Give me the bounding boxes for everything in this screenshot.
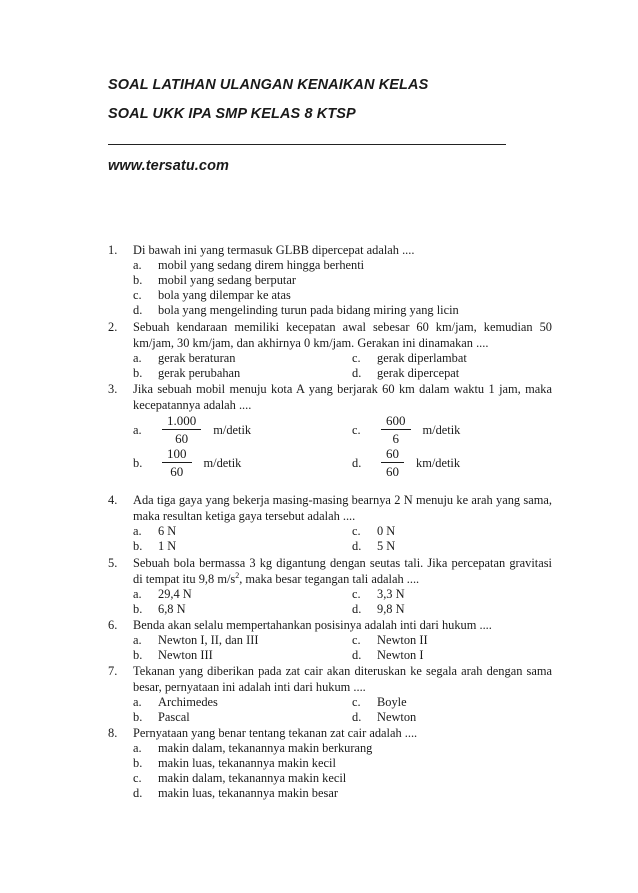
fraction-denominator: 6 (392, 431, 399, 446)
option-letter: b. (133, 710, 143, 724)
fraction-numerator: 600 (381, 413, 411, 430)
option-a (133, 524, 352, 539)
option-b (133, 648, 352, 663)
option-b (133, 710, 352, 725)
option-b (133, 366, 352, 381)
question-text-part: , maka besar tegangan tali adalah .... (239, 572, 420, 586)
option-b (133, 446, 352, 479)
question-6 (108, 617, 552, 663)
superscript: 2 (235, 570, 240, 580)
option-text: 9,8 N (377, 602, 405, 616)
fraction (162, 413, 201, 446)
option-d (352, 602, 571, 617)
option-letter: c. (352, 587, 361, 601)
option-text: makin luas, tekanannya makin besar (158, 786, 338, 800)
option-text: mobil yang sedang berputar (158, 273, 296, 287)
option-letter: b. (133, 455, 143, 470)
option-text: gerak beraturan (158, 351, 236, 365)
option-text: Newton I (377, 648, 424, 662)
option-letter: d. (352, 455, 362, 470)
option-letter: c. (352, 524, 361, 538)
option-unit: m/detik (203, 455, 242, 470)
fraction-numerator: 1.000 (162, 413, 201, 430)
question-number: 4. (108, 493, 118, 507)
option-letter: d. (133, 303, 143, 317)
option-row (108, 633, 552, 648)
option-a (133, 633, 352, 648)
header-title: SOAL LATIHAN ULANGAN KENAIKAN KELAS (108, 77, 429, 93)
option-a (108, 741, 552, 756)
question-number: 8. (108, 726, 118, 740)
option-letter: a. (133, 587, 142, 601)
question-text: Pernyataan yang benar tentang tekanan zat cair adalah .... (133, 726, 418, 740)
option-row (108, 695, 552, 710)
question-text: Tekanan yang diberikan pada zat cair akan diteruskan ke segala arah dengan sama besar, pernyataan ini adalah inti dari hukum .... (133, 664, 552, 694)
question-3 (108, 381, 552, 479)
option-letter: a. (133, 351, 142, 365)
option-c (108, 771, 552, 786)
question-text: Jika sebuah mobil menuju kota A yang berjarak 60 km dalam waktu 1 jam, maka kecepatannya adalah .... (133, 382, 552, 412)
question-4 (108, 492, 552, 554)
option-text: 6,8 N (158, 602, 186, 616)
question-8 (108, 725, 552, 801)
question-2 (108, 319, 552, 381)
option-letter: d. (352, 539, 362, 553)
option-text: Newton I, II, dan III (158, 633, 259, 647)
option-c (352, 633, 571, 648)
option-text: Newton II (377, 633, 428, 647)
option-letter: c. (352, 633, 361, 647)
option-letter: c. (352, 351, 361, 365)
fraction-numerator: 100 (162, 446, 192, 463)
option-row (108, 524, 552, 539)
question-number: 6. (108, 618, 118, 632)
option-text: 1 N (158, 539, 177, 553)
option-letter: d. (133, 786, 143, 800)
option-row (108, 710, 552, 725)
option-letter: a. (133, 422, 142, 437)
option-text: gerak perubahan (158, 366, 241, 380)
option-text: 5 N (377, 539, 396, 553)
question-text: Di bawah ini yang termasuk GLBB dipercepat adalah .... (133, 243, 415, 257)
option-text: gerak dipercepat (377, 366, 460, 380)
header-subtitle: SOAL UKK IPA SMP KELAS 8 KTSP (108, 106, 356, 122)
option-unit: m/detik (422, 422, 461, 437)
option-text: 6 N (158, 524, 177, 538)
option-row (108, 446, 552, 479)
fraction-denominator: 60 (386, 464, 399, 479)
option-row (108, 648, 552, 663)
option-row (108, 366, 552, 381)
fraction-denominator: 60 (175, 431, 189, 446)
question-5 (108, 555, 552, 617)
option-c (352, 587, 571, 602)
option-c (352, 413, 571, 446)
header-divider (108, 144, 506, 145)
option-letter: b. (133, 756, 143, 770)
option-text: 3,3 N (377, 587, 405, 601)
option-d (352, 648, 571, 663)
fraction (381, 413, 411, 446)
option-letter: a. (133, 258, 142, 272)
fraction-denominator: 60 (170, 464, 184, 479)
option-text: bola yang mengelinding turun pada bidang miring yang licin (158, 303, 459, 317)
option-text: Pascal (158, 710, 190, 724)
option-text: Newton III (158, 648, 213, 662)
option-letter: b. (133, 648, 143, 662)
option-letter: c. (352, 422, 361, 437)
option-letter: a. (133, 695, 142, 709)
option-b (133, 539, 352, 554)
option-row (108, 602, 552, 617)
question-number: 5. (108, 556, 118, 570)
option-row (108, 413, 552, 446)
option-row (108, 539, 552, 554)
option-b (108, 756, 552, 771)
option-letter: a. (133, 524, 142, 538)
option-letter: a. (133, 741, 142, 755)
option-d (352, 710, 571, 725)
option-text: makin luas, tekanannya makin kecil (158, 756, 336, 770)
option-text: makin dalam, tekanannya makin berkurang (158, 741, 373, 755)
option-letter: b. (133, 602, 143, 616)
option-text: Archimedes (158, 695, 218, 709)
option-text: mobil yang sedang direm hingga berhenti (158, 258, 365, 272)
option-letter: b. (133, 273, 143, 287)
option-text: 29,4 N (158, 587, 192, 601)
option-letter: c. (133, 288, 142, 302)
question-text (133, 555, 552, 587)
option-c (352, 695, 571, 710)
question-number: 3. (108, 382, 118, 396)
option-d (352, 539, 571, 554)
option-d (108, 303, 552, 318)
option-text: bola yang dilempar ke atas (158, 288, 291, 302)
option-text: 0 N (377, 524, 396, 538)
question-1 (108, 242, 552, 318)
option-b (133, 602, 352, 617)
fraction-numerator: 60 (381, 446, 404, 463)
question-text: Ada tiga gaya yang bekerja masing-masing bearnya 2 N menuju ke arah yang sama, maka resultan ketiga gaya tersebut adalah .... (133, 493, 552, 523)
option-a (133, 351, 352, 366)
option-c (108, 288, 552, 303)
option-d (352, 446, 571, 479)
option-letter: c. (352, 695, 361, 709)
question-text: Sebuah kendaraan memiliki kecepatan awal sebesar 60 km/jam, kemudian 50 km/jam, 30 km/jam, dan akhirnya 0 km/jam. Gerakan ini dinamakan .... (133, 320, 552, 350)
question-7 (108, 663, 552, 725)
option-letter: d. (352, 366, 362, 380)
fraction (162, 446, 192, 479)
option-row (108, 587, 552, 602)
option-a (133, 587, 352, 602)
option-letter: b. (133, 539, 143, 553)
option-d (108, 786, 552, 801)
option-c (352, 351, 571, 366)
question-text: Benda akan selalu mempertahankan posisinya adalah inti dari hukum .... (133, 618, 492, 632)
fraction (381, 446, 404, 479)
question-number: 1. (108, 243, 118, 257)
question-text-part: Sebuah bola bermassa 3 kg digantung dengan seutas tali. Jika percepatan gravitasi di tempat itu 9,8 m/s (133, 556, 552, 586)
question-number: 2. (108, 320, 118, 334)
option-c (352, 524, 571, 539)
option-letter: a. (133, 633, 142, 647)
website-label: www.tersatu.com (108, 158, 230, 174)
option-text: gerak diperlambat (377, 351, 467, 365)
option-a (108, 258, 552, 273)
question-number: 7. (108, 664, 118, 678)
option-row (108, 351, 552, 366)
option-text: Boyle (377, 695, 407, 709)
option-a (133, 413, 352, 446)
option-letter: d. (352, 602, 362, 616)
option-a (133, 695, 352, 710)
option-letter: c. (133, 771, 142, 785)
option-letter: d. (352, 710, 362, 724)
option-text: Newton (377, 710, 417, 724)
option-b (108, 273, 552, 288)
option-letter: b. (133, 366, 143, 380)
option-unit: km/detik (416, 455, 461, 470)
option-letter: d. (352, 648, 362, 662)
option-unit: m/detik (213, 422, 252, 437)
option-d (352, 366, 571, 381)
option-text: makin dalam, tekanannya makin kecil (158, 771, 347, 785)
